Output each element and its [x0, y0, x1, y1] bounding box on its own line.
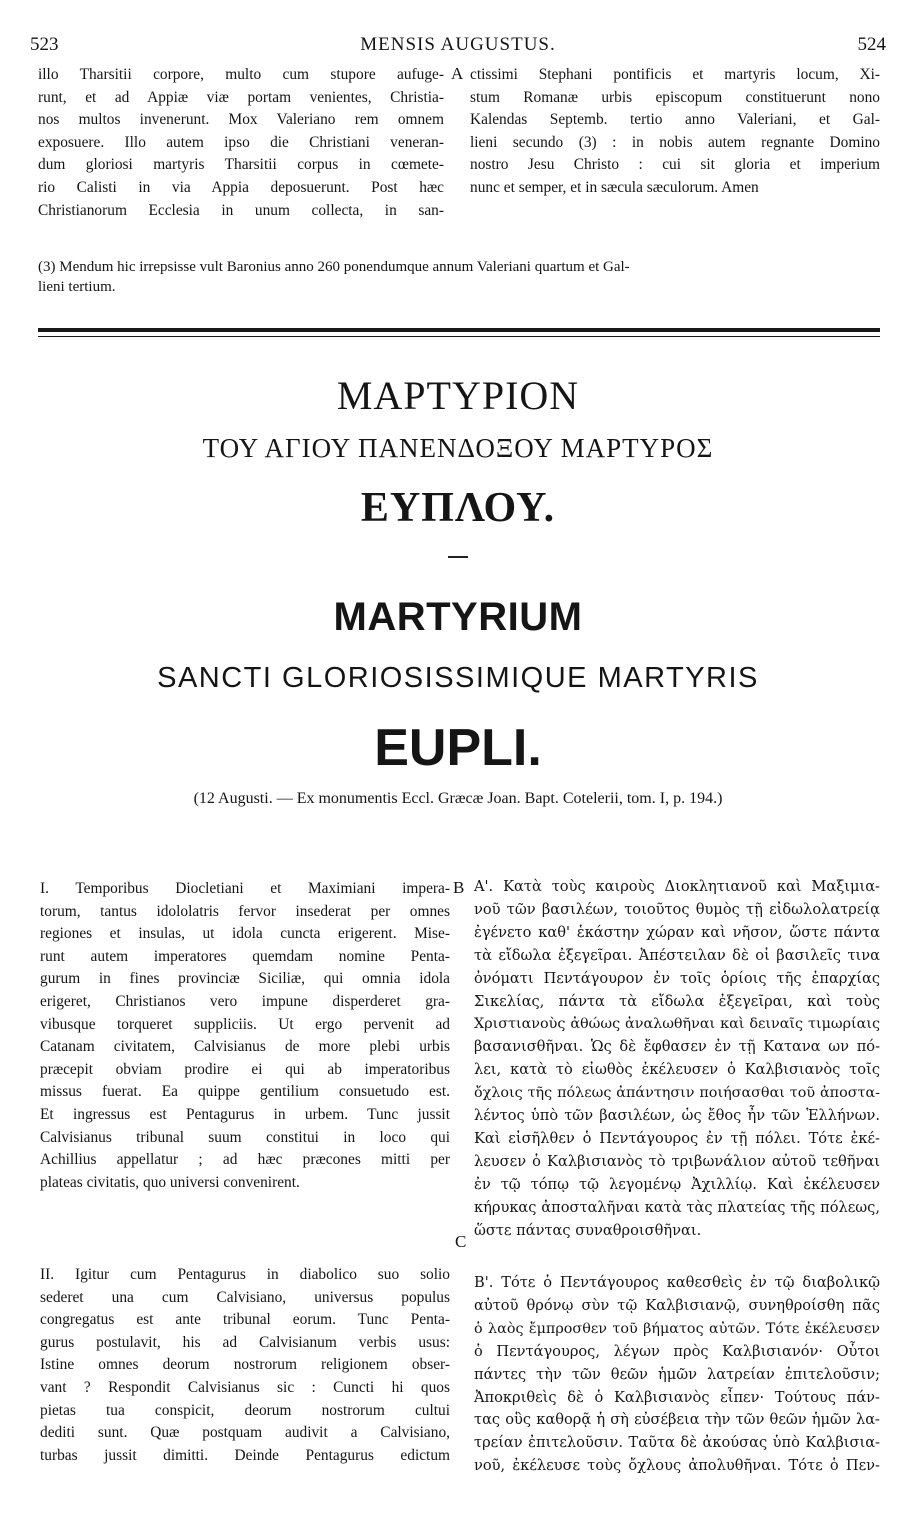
footnote-line: (3) Mendum hic irrepsisse vult Baronius anno 260 ponendumque annum Valeriani quartum et Gal- — [38, 259, 630, 275]
text-line: Istine omnes deorum nostrorum religionem obser- — [40, 1356, 450, 1374]
latin-subtitle: SANCTI GLORIOSISSIMIQUE MARTYRIS — [157, 662, 759, 694]
text-line: λει, κατὰ τὸ εἰωθὸς ἐκέλευσεν ὁ Καλβισιανὸς τοῖς — [474, 1061, 880, 1079]
text-line: τὰ εἴδωλα ἐξεγεῖραι. Ἀπέστειλαν δὲ οἱ βασιλεῖς τινα — [474, 946, 880, 964]
text-line: ὀνόματι Πεντάγουρον ἐν τοῖς ὁρίοις τῆς ἐπαρχίας — [474, 969, 880, 987]
text-line: runt autem imperatores quemdam nomine Penta- — [40, 947, 450, 965]
text-line: pietas tua conspicit, deorum nostrorum cultui — [40, 1401, 450, 1419]
text-line: plateas civitatis, quo universi convenirent. — [40, 1173, 300, 1191]
text-line: Kalendas Septemb. tertio anno Valeriani, et Gal- — [470, 111, 880, 129]
text-line: dum gloriosi martyris Tharsitii corpus in cœmete- — [38, 156, 444, 174]
text-line: rio Calisti in via Appia deposuerunt. Post hæc — [38, 178, 444, 196]
text-line: lieni secundo (3) : in nobis autem regnante Domino — [470, 133, 880, 151]
greek-paragraph-2 — [474, 1272, 880, 1478]
greek-paragraph-1 — [474, 876, 880, 1243]
text-line: τας οὓς καθορᾷ ἡ σὴ εὐσέβεια τὴν τῶν θεῶν ἡμῶν λα- — [474, 1411, 880, 1429]
margin-marker-c: C — [455, 1232, 467, 1251]
margin-marker-a: A — [451, 64, 464, 83]
title-divider — [448, 556, 468, 558]
margin-marker-b: B — [453, 878, 465, 897]
page-number-right: 524 — [857, 34, 886, 55]
text-line: sederet una cum Calvisiano, universus populus — [40, 1288, 450, 1306]
text-line: exposuere. Illo autem ipso die Christiani veneran- — [38, 133, 444, 151]
greek-title: ΜΑΡΤΥΡΙΟΝ — [336, 373, 580, 418]
footnote — [38, 257, 880, 297]
text-line: ὥστε πάντας συναθροισθῆναι. — [474, 1221, 702, 1239]
running-title: MENSIS AUGUSTUS. — [360, 34, 556, 55]
greek-subtitle: ΤΟΥ ΑΓΙΟΥ ΠΑΝΕΝΔΟΞΟΥ ΜΑΡΤΥΡΟΣ — [202, 433, 714, 463]
latin-name: EUPLI. — [374, 719, 542, 777]
text-line: ἐν τῷ τόπῳ τῷ λεγομένῳ Ἀχιλλίῳ. Καὶ ἐκέλευσεν — [474, 1175, 880, 1193]
latin-paragraph-1 — [40, 878, 450, 1194]
text-line: Χριστιανοὺς ἀθώως ἀναλωθῆναι καὶ δειναῖς τιμωρίαις — [474, 1016, 880, 1033]
text-line: λευσεν ὁ Καλβισιανὸς τὸ τριβωνάλιον αὐτοῦ τεθῆναι — [474, 1152, 880, 1170]
text-line: νοῦ τῶν βασιλέων, τοιοῦτος θυμὸς τῇ εἰδωλολατρείᾳ — [474, 900, 880, 918]
latin-title: MARTYRIUM — [333, 595, 583, 639]
text-line: ἐγένετο καθ' ἑκάστην χώραν καὶ νῆσον, ὥστε πάντα — [474, 923, 880, 941]
text-line: Et ingressus est Pentagurus in urbem. Tunc jussit — [40, 1105, 450, 1123]
text-line: τρείαν ἐπιτελοῦσιν. Ταῦτα δὲ ἀκούσας ὑπὸ Καλβισια- — [474, 1434, 880, 1452]
text-line: gurum in fines provinciæ Siciliæ, qui omnia idola — [40, 970, 450, 988]
text-line: runt, et ad Appiæ viæ portam venientes, Christia- — [38, 88, 444, 106]
section-rule-thick — [38, 328, 880, 332]
text-line: ὄχλοις τῆς πόλεως ἀπάντησιν ποιήσασθαι τοῦ ἀποστα- — [474, 1085, 880, 1102]
text-line: Christianorum Ecclesia in unum collecta, in san- — [38, 201, 444, 219]
text-line: missus fuerat. Ea quippe gentilium consuetudo est. — [40, 1083, 450, 1101]
latin-paragraph-2 — [40, 1264, 450, 1467]
text-line: nunc et semper, et in sæcula sæculorum. Amen — [470, 178, 759, 196]
top-right-column — [470, 64, 880, 200]
text-line: κήρυκας ἀποσταλῆναι κατὰ τὰς πλατείας τῆς πόλεως, — [474, 1198, 880, 1216]
text-line: illo Tharsitii corpore, multo cum stupore aufuge- — [38, 66, 444, 83]
text-line: ὁ Πεντάγουρος, λέγων πρὸς Καλβισιανόν· Οὗτοι — [474, 1342, 880, 1360]
text-line: vibusque torqueret suppliciis. Ut ergo pervenit ad — [40, 1015, 450, 1033]
text-line: præcepit obviam prodire ei qui ab imperatoribus — [40, 1060, 450, 1078]
text-line: Ἀποκριθεὶς δὲ ὁ Καλβισιανὸς εἶπεν· Τούτους πάν- — [474, 1388, 880, 1406]
text-line: Calvisianus tribunal suum constitui in loco qui — [40, 1128, 450, 1146]
footnote-line: lieni tertium. — [38, 279, 116, 295]
text-line: ὁ λαὸς ἔμπροσθεν τοῦ βήματος αὐτῶν. Τότε ἐκέλευσεν — [474, 1320, 880, 1337]
text-line: gurus postulavit, his ad Calvisianum verbis usus: — [40, 1333, 450, 1351]
text-line: stum Romanæ urbis episcopum constituerunt nono — [470, 88, 880, 106]
text-line: turbas jussit dimitti. Deinde Pentagurus edictum — [40, 1446, 450, 1464]
top-left-column — [38, 64, 444, 222]
section-rule-thin — [38, 336, 880, 337]
text-line: Α'. Κατὰ τοὺς καιροὺς Διοκλητιανοῦ καὶ Μαξιμια- — [474, 878, 880, 895]
text-line: ctissimi Stephani pontificis et martyris locum, Xi- — [470, 66, 880, 83]
text-line: Β'. Τότε ὁ Πεντάγουρος καθεσθεὶς ἐν τῷ διαβολικῷ — [474, 1274, 880, 1291]
text-line: torum, tantus idololatris fervor insederat per omnes — [40, 902, 450, 920]
source-note: (12 Augusti. — Ex monumentis Eccl. Græcæ Joan. Bapt. Cotelerii, tom. I, p. 194.) — [193, 790, 723, 807]
text-line: regiones et insulas, ut idola cuncta erigerent. Mise- — [40, 925, 450, 943]
text-line: νοῦ, ἐκέλευσε τοὺς ὄχλους ἀπολυθῆναι. Τότε ὁ Πεν- — [474, 1457, 880, 1475]
text-line: Catanam civitatem, Calvisianus de more plebi urbis — [40, 1038, 450, 1056]
text-line: nos multos invenerunt. Mox Valeriano rem omnem — [38, 111, 444, 129]
greek-name: ΕΥΠΛΟΥ. — [360, 485, 556, 531]
text-line: Achillius appellatur ; ad hæc præcones mitti per — [40, 1151, 450, 1169]
text-line: Καὶ εἰσῆλθεν ὁ Πεντάγουρος ἐν τῇ πόλει. Τότε ἐκέ- — [474, 1129, 880, 1147]
text-line: λέντος ὑπὸ τῶν βασιλέων, ὡς ἔθος ἦν τῶν Ἑλλήνων. — [474, 1107, 880, 1125]
text-line: I. Temporibus Diocletiani et Maximiani impera- — [40, 880, 450, 897]
text-line: Σικελίας, πάντα τὰ εἴδωλα ἐξεγεῖραι, καὶ τοὺς — [474, 992, 880, 1010]
text-line: nostro Jesu Christo : cui sit gloria et imperium — [470, 156, 880, 174]
text-line: πάντες τὴν τῶν θεῶν ἡμῶν λατρείαν ἐπιτελοῦσιν; — [474, 1365, 880, 1383]
text-line: βασανισθῆναι. Ὡς δὲ ἔφθασεν ἐν τῇ Κατανα ων πό- — [474, 1038, 880, 1056]
page-number-left: 523 — [30, 34, 59, 55]
text-line: congregatus est ante tribunal eorum. Tunc Penta- — [40, 1311, 450, 1329]
text-line: erigeret, Christianos vero impune disperderet gra- — [40, 992, 450, 1010]
text-line: dediti sunt. Quæ postquam audivit a Calvisiano, — [40, 1424, 450, 1442]
running-header — [30, 34, 886, 58]
text-line: αὐτοῦ θρόνῳ σὺν τῷ Καλβισιανῷ, συνηθροίσθη πᾶς — [474, 1296, 880, 1314]
text-line: II. Igitur cum Pentagurus in diabolico suo solio — [40, 1266, 450, 1283]
text-line: vant ? Respondit Calvisianus sic : Cuncti hi quos — [40, 1378, 450, 1396]
